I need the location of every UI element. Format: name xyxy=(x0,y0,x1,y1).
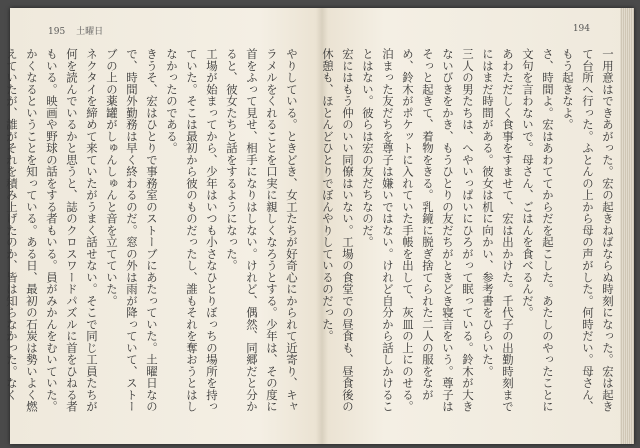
right-folio xyxy=(573,24,590,34)
left-text-block xyxy=(5,48,302,418)
left-page-number: 195 xyxy=(48,27,66,37)
left-page xyxy=(5,8,322,444)
open-book xyxy=(5,8,634,444)
left-paragraph-1: やりしている。ときどき、女工たちが好奇心にかられて近寄り、キャラメルをくれることを口実に親しくなろうとする。少年は、その度に首をふって見せ、相手になりはしない。けれど、偶然、同郷だと分かると、彼女たちと話をするようになった。 xyxy=(225,48,299,413)
right-paragraph-6: 宏にはもう仲のいい同僚はいない。工場の食堂での昼食も、昼食後の休憩も、ほとんどひとりでぼんやりしているのだった。 xyxy=(321,48,355,413)
running-head: 土曜日 xyxy=(76,27,104,37)
left-paragraph-2: 工場が始まってから、少年はいつも小さなひとりぼっちの場所を持っていた。そこは最初から彼のものだったし、誰もそれを奪おうとはしなかったのである。 xyxy=(165,48,219,413)
right-paragraph-5: 泊まった友だちを尊子は嫌いではない。けれど自分から話しかけることはない。彼らは宏の友だちなのだ。 xyxy=(361,48,395,413)
right-paragraph-3: あわただしく食事をすませて、宏は出かけた。千代子の出勤時刻までにはまだ時間がある。彼女は机に向かい、参考書をひらいた。 xyxy=(481,48,515,413)
left-folio xyxy=(48,24,103,37)
right-page xyxy=(322,8,634,444)
left-paragraph-4: ネクタイを締めて来ていたがうまく話せない。そこで同じ工員たちが何を読んでいるかと思うと、誌のクロスワードパズルに首をひねる者もいる。映画や野球の話をする者もいる。員がみかんをむいていた。 xyxy=(45,48,99,413)
left-paragraph-5: かくなるということを知っている。ある日、最初の石炭は勢いよく燃えていたが、誰がそれを積み上げたのか、皆は知らなかった。なく xyxy=(5,48,39,413)
right-paragraph-1: 一用意はできあがった。宏の起きねばならぬ時刻になった。宏は起きて台所へ行った。ふとんの上から母の声がした。何時だい。母さん、もう起きなよ。 xyxy=(561,48,615,413)
left-paragraph-3: きうそ、宏はひとりで事務室のストーブにあたっていた。土曜日なので、時間外勤務は早く終わるのだ。窓の外は雨が降っていて、ストーブの上の薬罐がしゅんしゅんと音を立てていた。 xyxy=(105,48,159,413)
right-page-number: 194 xyxy=(572,24,590,34)
page-edge xyxy=(620,8,634,444)
right-paragraph-4: 三人の男たちは、へやいっぱいにひろがって眠っている。鈴木が大きないびきをかき、もうひとりの友だちがときどき寝言をいう。尊子はそっと起きて、着物をきる。乳鏡に脱ぎ捨てられた二人の服をながめ、鈴木がポケットに入れていた手帳を出して、灰皿の上にのせる。 xyxy=(401,48,475,413)
right-paragraph-2: さ、時間よ。宏はあわててからだを起こした。あたしのやったことに文句を言わないで。母さん、ごはんを食べるんだ。 xyxy=(521,48,555,413)
right-text-block xyxy=(321,48,618,418)
